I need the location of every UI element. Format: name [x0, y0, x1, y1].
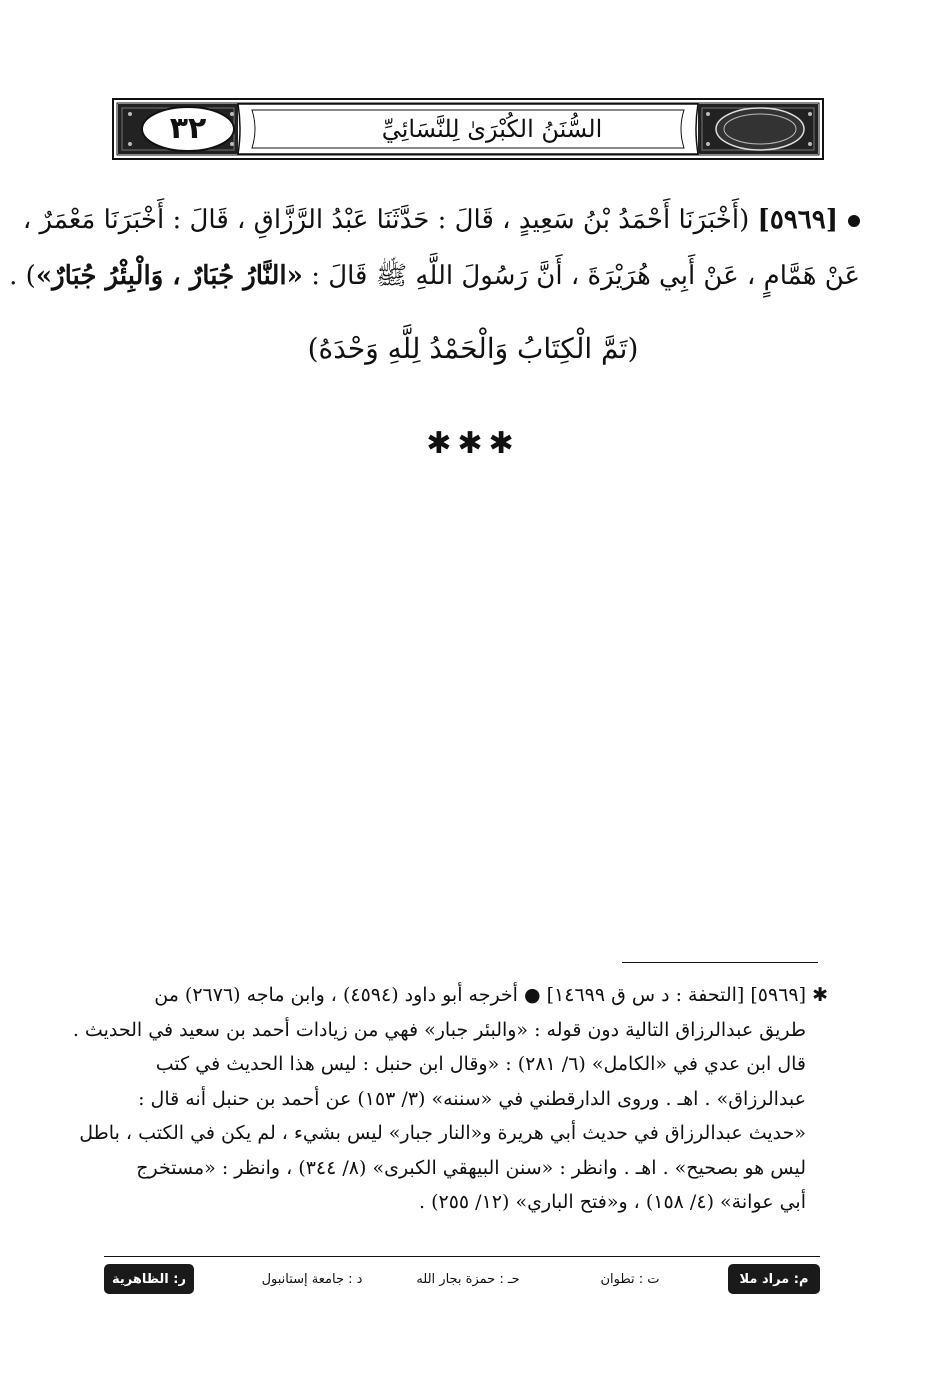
footnote-line: ✱ [٥٩٦٩] [التحفة : د س ق ١٤٦٩٩] ● أخرجه أبو داود (٤٥٩٤) ، وابن ماجه (٢٦٧٦) من: [154, 984, 828, 1006]
hadith-isnad: (أَخْبَرَنَا أَحْمَدُ بْنُ سَعِيدٍ ، قَالَ : حَدَّثَنَا عَبْدُ الرَّزَّاقِ ، قَالَ : أَخْبَرَنَا مَعْمَرٌ ،: [22, 205, 750, 235]
hadith-line-2: [9, 248, 860, 304]
section-divider-stars: ✱✱✱: [426, 426, 520, 461]
hadith-isnad-cont: عَنْ هَمَّامٍ ، عَنْ أَبِي هُرَيْرَةَ ، أَنَّ رَسُولَ اللَّهِ ﷺ قَالَ :: [311, 261, 860, 291]
page-header: [112, 98, 824, 160]
book-closing: (تَمَّ الْكِتَابُ وَالْحَمْدُ لِلَّهِ وَحْدَهُ): [307, 332, 639, 365]
hadith-line-1: [22, 192, 860, 248]
footnote-rule: [622, 962, 818, 963]
main-text: [9, 192, 860, 304]
footnote-line: عبدالرزاق» . اهـ . وروى الدارقطني في «سننه» (٣/ ١٥٣) عن أحمد بن حنبل أنه قال :: [138, 1087, 806, 1110]
hadith-end: ) .: [9, 261, 36, 291]
footnotes: [72, 978, 828, 1220]
bottom-rule: [104, 1256, 820, 1257]
hadith-matn: «النَّارُ جُبَارٌ ، وَالْبِئْرُ جُبَارٌ»: [35, 261, 303, 291]
bullet-icon: [848, 215, 860, 227]
manuscript-legend: [104, 1264, 820, 1294]
footnote-line: طريق عبدالرزاق التالية دون قوله : «والبئر جبار» فهي من زيادات أحمد بن سعيد في الحديث .: [72, 1018, 806, 1041]
footnote-line: قال ابن عدي في «الكامل» (٦/ ٢٨١) : «وقال ابن حنبل : ليس هذا الحديث في كتب: [155, 1053, 806, 1075]
hadith-number: [٥٩٦٩]: [757, 205, 838, 235]
page-number: ٣٢: [169, 110, 207, 146]
book-title: السُّنَنُ الكُبْرَىٰ لِلنَّسَائِيِّ: [381, 115, 603, 143]
book-seal-emblem: [714, 104, 814, 154]
footnote-line: ليس هو بصحيح» . اهـ . وانظر : «سنن البيهقي الكبرى» (٨/ ٣٤٤) ، وانظر : «مستخرج: [136, 1156, 806, 1179]
footnote-line: «حديث عبدالرزاق في حديث أبي هريرة و«النار جبار» ليس بشيء ، لم يكن في الكتب ، باطل: [79, 1122, 806, 1144]
manuscript-label-t: ت : تطوان: [600, 1271, 660, 1287]
manuscript-label-d: د : جامعة إستانبول: [261, 1271, 363, 1287]
manuscript-label-h: حـ : حمزة بجار الله: [416, 1271, 520, 1287]
manuscript-badge-m: م: مراد ملا: [728, 1264, 820, 1294]
manuscript-badge-r: ر: الظاهرية: [104, 1264, 194, 1294]
footnote-line: أبي عوانة» (٤/ ١٥٨) ، و«فتح الباري» (١٢/ ٢٥٥) .: [419, 1191, 806, 1213]
